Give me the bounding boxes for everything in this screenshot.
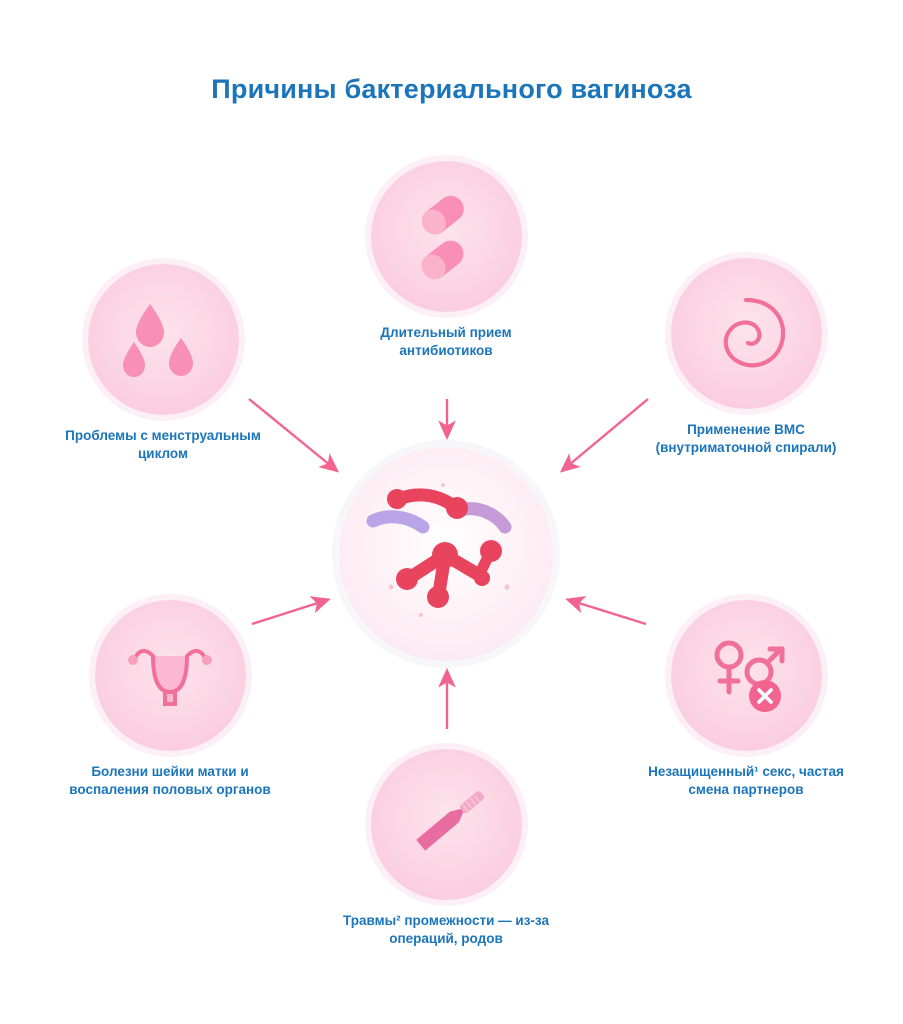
pill-capsule-icon bbox=[371, 161, 522, 312]
blood-drops-icon bbox=[88, 264, 239, 415]
bubble-iud bbox=[671, 258, 822, 409]
node-antibiotics[interactable] bbox=[371, 161, 551, 360]
caption-trauma: Травмы² промежности — из-за операций, родов bbox=[343, 913, 549, 947]
center-node-bacteria bbox=[339, 447, 553, 661]
node-trauma[interactable] bbox=[343, 749, 561, 948]
bubble-trauma bbox=[371, 749, 522, 900]
node-unprotected-sex[interactable] bbox=[648, 600, 846, 799]
node-iud[interactable] bbox=[655, 258, 861, 457]
bubble-antibiotics bbox=[371, 161, 522, 312]
gender-symbols-blocked-icon bbox=[671, 600, 822, 751]
uterus-icon bbox=[95, 600, 246, 751]
scalpel-icon bbox=[371, 749, 522, 900]
page-title: Причины бактериального вагиноза bbox=[211, 74, 692, 104]
caption-cervix-disease: Болезни шейки матки и воспаления половых органов bbox=[69, 764, 271, 798]
bubble-cervix-disease bbox=[95, 600, 246, 751]
caption-unprotected-sex: Незащищенный¹ секс, частая смена партнеров bbox=[648, 764, 844, 798]
caption-menstrual: Проблемы с менструальным циклом bbox=[65, 428, 261, 462]
bubble-unprotected-sex bbox=[671, 600, 822, 751]
node-menstrual[interactable] bbox=[65, 264, 273, 463]
center-bubble bbox=[339, 447, 553, 661]
caption-antibiotics: Длительный прием антибиотиков bbox=[380, 325, 512, 359]
bacteria-icon bbox=[339, 447, 553, 661]
bubble-menstrual bbox=[88, 264, 239, 415]
spiral-iud-icon bbox=[671, 258, 822, 409]
node-cervix-disease[interactable] bbox=[69, 600, 285, 799]
arrow-sex-to-center bbox=[569, 600, 646, 624]
caption-iud: Применение ВМС (внутриматочной спирали) bbox=[655, 422, 837, 456]
